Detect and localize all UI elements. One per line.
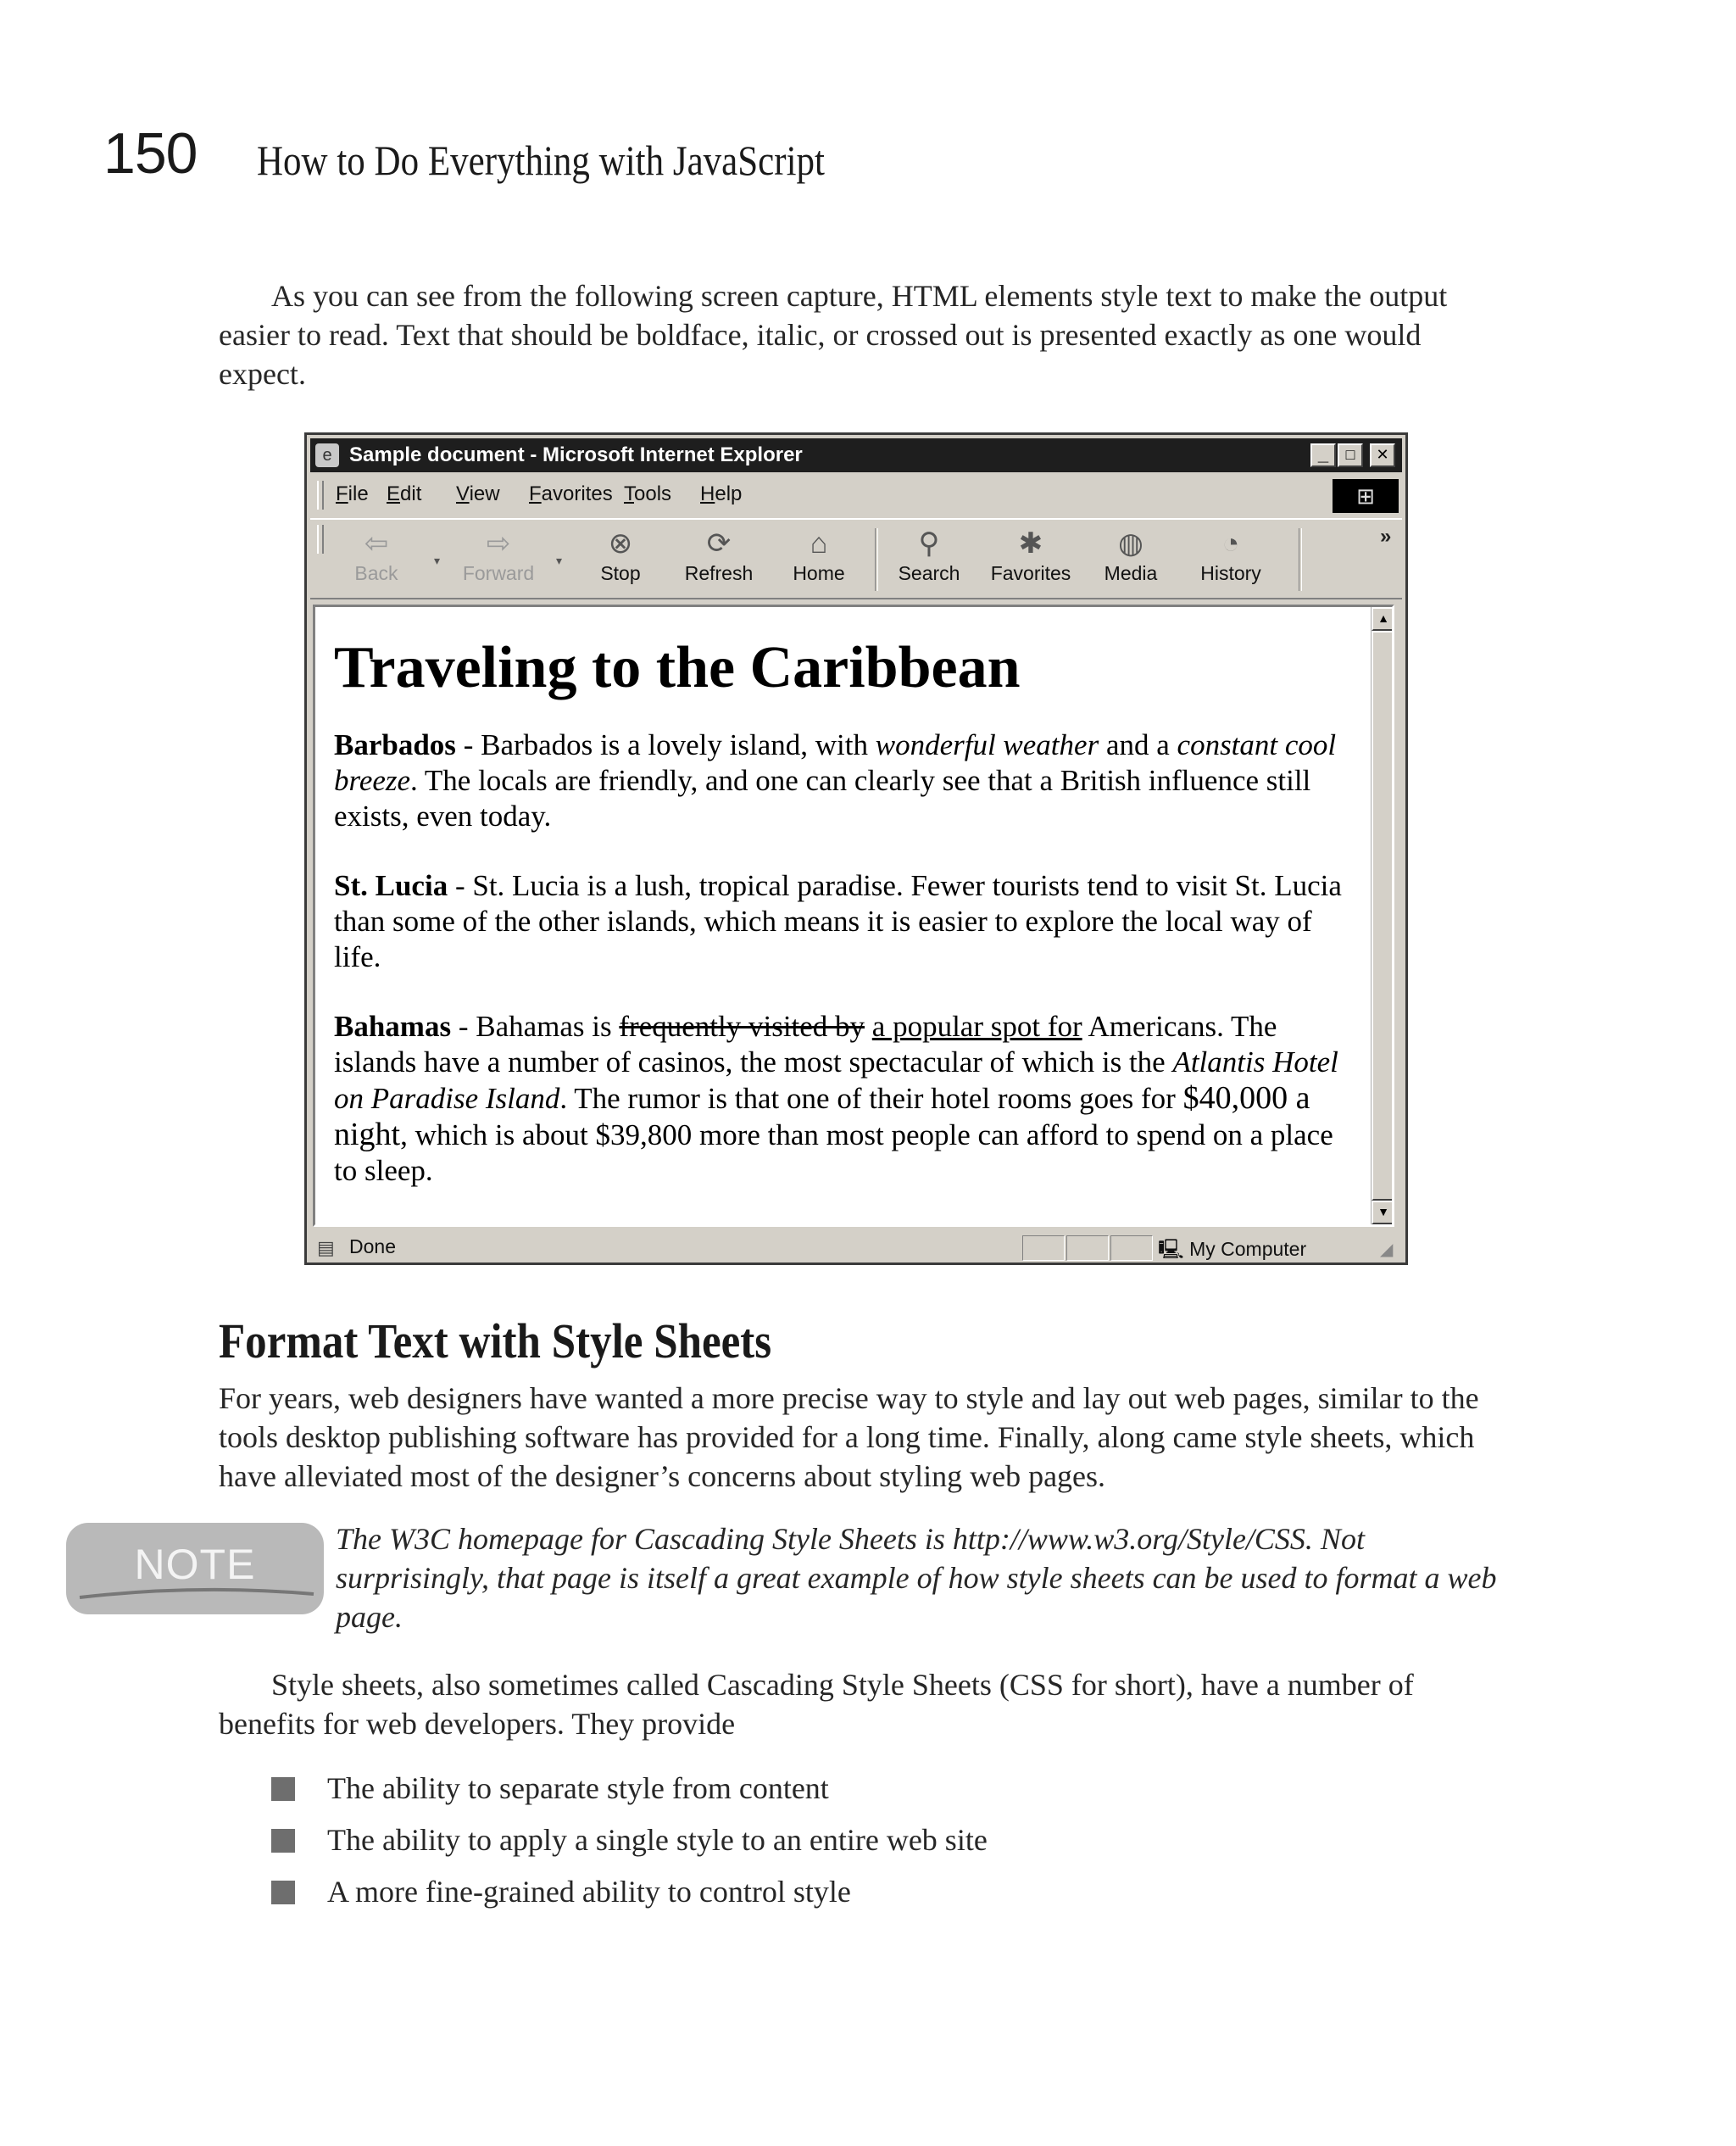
menu-tools[interactable]: Tools (624, 482, 672, 505)
history-button[interactable] (1188, 527, 1273, 585)
toolbar (310, 518, 1402, 599)
stop-label: Stop (600, 562, 641, 584)
media-icon: ◍ (1118, 527, 1143, 560)
stlucia-paragraph (334, 868, 1360, 975)
barbados-paragraph (334, 727, 1360, 834)
toolbar-more-chevron-icon[interactable]: » (1380, 525, 1392, 548)
text-run (865, 1010, 872, 1043)
menu-grip (317, 481, 324, 510)
intro-paragraph-text: As you can see from the following screen capture, HTML elements style text to make the output easier to read. Text that should be boldface, italic, or crossed out is presented exactly as one would expect. (219, 279, 1448, 391)
scroll-thumb[interactable] (1372, 631, 1394, 1201)
resize-grip-icon[interactable]: ◢ (1380, 1240, 1394, 1259)
book-title: How to Do Everything with JavaScript (257, 137, 825, 184)
security-zone-label: My Computer (1189, 1238, 1307, 1260)
stlucia-name: St. Lucia (334, 869, 448, 902)
intro-paragraph (219, 276, 1473, 393)
title-bar (310, 438, 1402, 472)
menu-favorites[interactable]: Favorites (529, 482, 613, 505)
separator: - (448, 869, 473, 902)
big-text-run: $40,000 a night (334, 1080, 1310, 1152)
menu-edit[interactable]: Edit (387, 482, 422, 505)
my-computer-icon: 🖳 (1158, 1238, 1190, 1260)
status-text: Done (349, 1235, 396, 1257)
list-item-text: A more fine-grained ability to control style (327, 1875, 851, 1909)
document-viewport (313, 605, 1394, 1227)
home-label: Home (793, 562, 845, 584)
vertical-scrollbar[interactable] (1371, 607, 1394, 1224)
ie-page-icon: e (315, 443, 339, 467)
forward-button[interactable] (456, 527, 541, 585)
windows-logo-icon: ⊞ (1333, 479, 1399, 513)
maximize-button[interactable]: □ (1338, 443, 1363, 467)
forward-dropdown-icon[interactable]: ▾ (556, 554, 563, 567)
text-run: , which is about $39,800 more than most people can afford to spend on a place to sleep. (334, 1118, 1333, 1187)
scroll-up-icon[interactable]: ▲ (1372, 607, 1394, 631)
text-run: . The rumor is that one of their hotel rooms goes for (559, 1082, 1183, 1115)
page-done-icon: ▤ (317, 1237, 335, 1258)
separator: - (455, 728, 481, 761)
home-icon: ⌂ (810, 527, 828, 560)
sample-document (334, 634, 1360, 1189)
refresh-button[interactable] (676, 527, 761, 585)
bahamas-paragraph (334, 1009, 1360, 1189)
bullet-square-icon (271, 1829, 295, 1853)
favorites-label: Favorites (990, 562, 1071, 584)
text-run: St. Lucia is a lush, tropical paradise. Fewer tourists tend to visit St. Lucia than some of the other islands, which means it is easier to explore the local way of life. (334, 869, 1342, 973)
close-button[interactable]: ✕ (1370, 443, 1395, 467)
security-zone (1158, 1235, 1306, 1268)
favorites-button[interactable] (988, 527, 1073, 585)
note-badge (66, 1523, 324, 1614)
document-heading: Traveling to the Caribbean (334, 635, 1021, 700)
menu-view[interactable]: View (456, 482, 500, 505)
back-button[interactable] (334, 527, 419, 585)
back-arrow-icon: ⇦ (364, 527, 389, 560)
favorites-icon: ✱ (1018, 527, 1043, 560)
forward-label: Forward (462, 562, 535, 584)
search-icon: ⚲ (918, 527, 940, 560)
status-pane (1022, 1235, 1065, 1261)
menu-file[interactable]: File (336, 482, 369, 505)
search-label: Search (898, 562, 960, 584)
history-label: History (1200, 562, 1261, 584)
toolbar-separator (1299, 528, 1302, 591)
toolbar-grip (317, 525, 324, 554)
back-dropdown-icon[interactable]: ▾ (434, 554, 441, 567)
minimize-button[interactable]: _ (1310, 443, 1336, 467)
bahamas-name: Bahamas (334, 1010, 452, 1043)
media-button[interactable] (1088, 527, 1173, 585)
toolbar-separator (875, 528, 878, 591)
section-paragraph: For years, web designers have wanted a more precise way to style and lay out web pages, similar to the tools desktop publishing software has provided for a long time. Finally, along came style sheets, which have alleviated most of the designer’s concerns about styling web pages. (219, 1381, 1479, 1493)
section-heading: Format Text with Style Sheets (219, 1313, 772, 1368)
text-run: . The locals are friendly, and one can clearly see that a British influence still exists, even today. (334, 764, 1311, 833)
underline-run: a popular spot for (871, 1010, 1082, 1043)
text-run: Americans. The islands have a number of casinos, the most spectacular of which is the (334, 1010, 1277, 1079)
note-text: The W3C homepage for Cascading Style Sheets is http://www.w3.org/Style/CSS. Not surprisingly, that page is itself a great example of how style sheets can be used to format a web page. (336, 1522, 1497, 1634)
text-run: Bahamas is (476, 1010, 620, 1043)
separator: - (451, 1010, 476, 1043)
refresh-icon: ⟳ (706, 527, 732, 560)
forward-arrow-icon: ⇨ (486, 527, 511, 560)
search-button[interactable] (887, 527, 971, 585)
benefits-paragraph (219, 1665, 1490, 1743)
list-item-text: The ability to separate style from content (327, 1771, 829, 1805)
strikethrough-run: frequently visited by (619, 1010, 865, 1043)
menu-help[interactable]: Help (700, 482, 743, 505)
scroll-down-icon[interactable]: ▼ (1372, 1201, 1394, 1224)
bullet-square-icon (271, 1881, 295, 1904)
window-title: Sample document - Microsoft Internet Explorer (349, 443, 803, 466)
home-button[interactable] (776, 527, 861, 585)
status-pane (1066, 1235, 1109, 1261)
browser-window-screenshot (304, 432, 1408, 1265)
note-swoosh-icon (78, 1586, 315, 1599)
page-number: 150 (103, 121, 198, 186)
italic-run: wonderful weather (875, 728, 1099, 761)
menu-bar (310, 476, 1402, 515)
text-run: and a (1099, 728, 1177, 761)
benefits-paragraph-text: Style sheets, also sometimes called Cascading Style Sheets (CSS for short), have a number of benefits for web developers. They provide (219, 1668, 1414, 1741)
text-run: Barbados is a lovely island, with (481, 728, 876, 761)
italic-run: constant cool breeze (334, 728, 1337, 797)
italic-run: Atlantis Hotel on Paradise Island (334, 1045, 1338, 1115)
barbados-name: Barbados (334, 728, 456, 761)
media-label: Media (1104, 562, 1158, 584)
list-item-text: The ability to apply a single style to an entire web site (327, 1823, 988, 1857)
note-label: NOTE (134, 1541, 256, 1588)
history-icon: ◔ (1221, 527, 1240, 560)
bullet-square-icon (271, 1777, 295, 1801)
stop-button[interactable] (578, 527, 663, 585)
status-pane (1110, 1235, 1153, 1261)
back-label: Back (354, 562, 398, 584)
refresh-label: Refresh (684, 562, 754, 584)
status-bar (310, 1234, 1402, 1263)
stop-icon: ⊗ (608, 527, 633, 560)
